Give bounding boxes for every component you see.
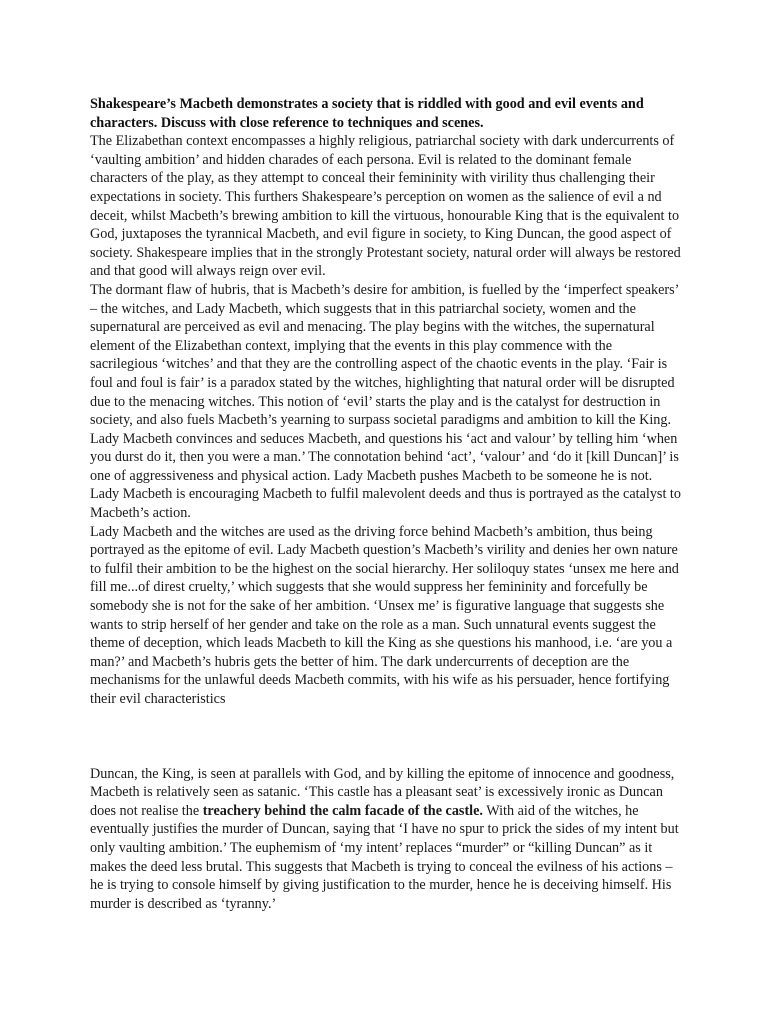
paragraph-duncan xyxy=(90,765,682,914)
essay-question-heading: Shakespeare’s Macbeth demonstrates a society that is riddled with good and evil events and characters. Discuss with close reference to techniques and scenes. xyxy=(90,96,644,131)
paragraph-duncan-start: Duncan, the King, is seen at parallels with God, and by killing the epitome of innocence and goodness, Macbeth is relatively seen as satanic. ‘This castle has a pleasant seat’ is excessively ironic as Duncan does not realise the xyxy=(90,765,675,819)
paragraph-gap xyxy=(90,709,682,765)
paragraph-lady-macbeth: Lady Macbeth convinces and seduces Macbeth, and questions his ‘act and valour’ by telling him ‘when you durst do it, then you were a man.’ The connotation behind ‘act’, ‘valour’ and ‘do it [kill Duncan]’ is one of aggressiveness and physical action. Lady Macbeth pushes Macbeth to be someone he is not. Lady Macbeth is encouraging Macbeth to fulfil malevolent deeds and thus is portrayed as the catalyst to Macbeth’s action. xyxy=(90,430,681,522)
bold-phrase: treachery behind the calm facade of the castle. xyxy=(202,802,483,819)
paragraph-driving-force: Lady Macbeth and the witches are used as the driving force behind Macbeth’s ambition, thus being portrayed as the epitome of evil. Lady Macbeth question’s Macbeth’s virility and denies her own nature to fulfil their ambition to be the highest on the social hierarchy. Her soliloquy states ‘unsex me here and fill me...of direst cruelty,’ which suggests that she would suppress her femininity and forcefully be somebody she is not for the sake of her ambition. ‘Unsex me’ is figurative language that suggests she wants to strip herself of her gender and take on the role as a man. Such unnatural events suggest the theme of deception, which leads Macbeth to kill the King as she questions his manhood, i.e. ‘are you a man?’ and Macbeth’s hubris gets the better of him. The dark undercurrents of deception are the mechanisms for the unlawful deeds Macbeth commits, with his wife as his persuader, hence fortifying their evil characteristics xyxy=(90,523,679,707)
paragraph-duncan-end: With aid of the witches, he eventually justifies the murder of Duncan, saying that ‘I have no spur to prick the sides of my intent but only vaulting ambition.’ The euphemism of ‘my intent’ replaces “murder” or “killing Duncan” as it makes the deed less brutal. This suggests that Macbeth is trying to conceal the evilness of his actions – he is trying to console himself by giving justification to the murder, hence he is deceiving himself. His murder is described as ‘tyranny.’ xyxy=(90,802,679,912)
document-page xyxy=(90,95,682,913)
paragraph-context: The Elizabethan context encompasses a highly religious, patriarchal society with dark undercurrents of ‘vaulting ambition’ and hidden charades of each persona. Evil is related to the dominant female characters of the play, as they attempt to conceal their femininity with virility thus challenging their expectations in society. This furthers Shakespeare’s perception on women as the salience of evil a nd deceit, whilst Macbeth’s brewing ambition to kill the virtuous, honourable King that is the equivalent to God, juxtaposes the tyrannical Macbeth, and evil figure in society, to King Duncan, the good aspect of society. Shakespeare implies that in the strongly Protestant society, natural order will always be restored and that good will always reign over evil. xyxy=(90,133,681,280)
paragraph-hubris: The dormant flaw of hubris, that is Macbeth’s desire for ambition, is fuelled by the ‘imperfect speakers’ – the witches, and Lady Macbeth, which suggests that in this patriarchal society, women and the supernatural are perceived as evil and menacing. The play begins with the witches, the supernatural element of the Elizabethan context, implying that the events in this play commence with the sacrilegious ‘witches’ and that they are the controlling aspect of the chaotic events in the play. ‘Fair is foul and foul is fair’ is a paradox stated by the witches, highlighting that natural order will be disrupted due to the menacing witches. This notion of ‘evil’ starts the play and is the catalyst for destruction in society, and also fuels Macbeth’s yearning to surpass societal paradigms and ambition to kill the King. xyxy=(90,281,679,429)
